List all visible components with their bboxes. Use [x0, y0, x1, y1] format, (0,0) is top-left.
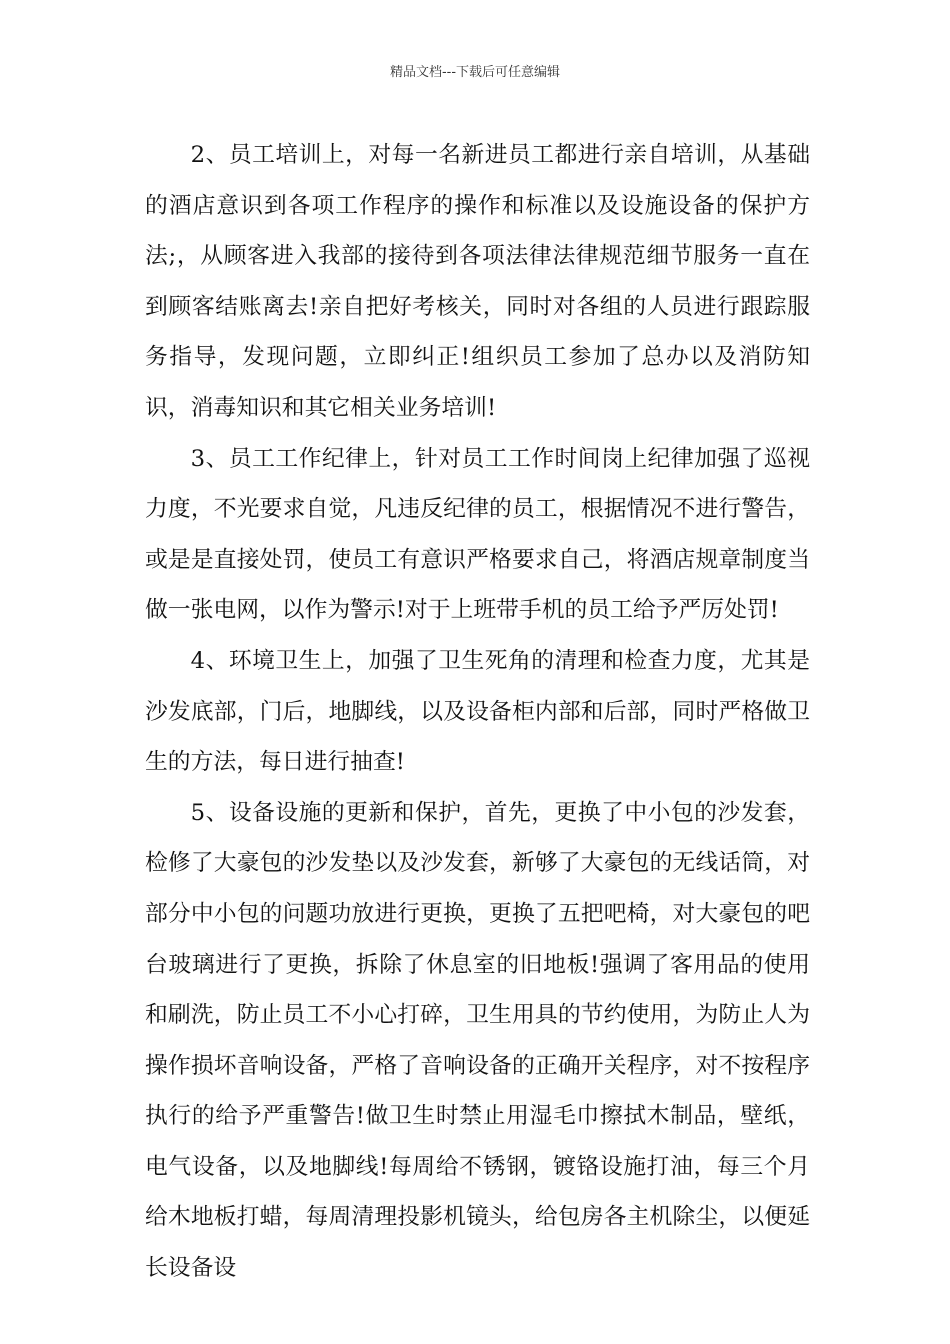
paragraph-environment-hygiene: 4、环境卫生上，加强了卫生死角的清理和检查力度，尤其是沙发底部，门后，地脚线，以及设备柜内部和后部，同时严格做卫生的方法，每日进行抽查! — [145, 647, 810, 776]
page-header: 精品文档---下载后可任意编辑 — [389, 65, 561, 80]
paragraph-staff-training: 2、员工培训上，对每一名新进员工都进行亲自培训，从基础的酒店意识到各项工作程序的操作和标准以及设施设备的保护方法;，从顾客进入我部的接待到各项法律法律规范细节服务一直在到顾客结账离去!亲自把好考核关，同时对各组的人员进行跟踪服务指导，发现问题，立即纠正!组织员工参加了总办以及消防知识，消毒知识和其它相关业务培训! — [145, 142, 810, 421]
document-body — [145, 130, 810, 1294]
paragraph-equipment-maintenance: 5、设备设施的更新和保护，首先，更换了中小包的沙发套，检修了大豪包的沙发垫以及沙发套，新够了大豪包的无线话筒，对部分中小包的问题功放进行更换，更换了五把吧椅，对大豪包的吧台玻璃进行了更换，拆除了休息室的旧地板!强调了客用品的使用和刷洗，防止员工不小心打碎，卫生用具的节约使用，为防止人为操作损坏音响设备，严格了音响设备的正确开关程序，对不按程序执行的给予严重警告!做卫生时禁止用湿毛巾擦拭木制品，壁纸，电气设备，以及地脚线!每周给不锈钢，镀铬设施打油，每三个月给木地板打蜡，每周清理投影机镜头，给包房各主机除尘，以便延长设备设 — [145, 799, 810, 1282]
paragraph-work-discipline: 3、员工工作纪律上，针对员工工作时间岗上纪律加强了巡视力度，不光要求自觉，凡违反纪律的员工，根据情况不进行警告，或是是直接处罚，使员工有意识严格要求自己，将酒店规章制度当做一张电网，以作为警示!对于上班带手机的员工给予严厉处罚! — [145, 445, 810, 624]
